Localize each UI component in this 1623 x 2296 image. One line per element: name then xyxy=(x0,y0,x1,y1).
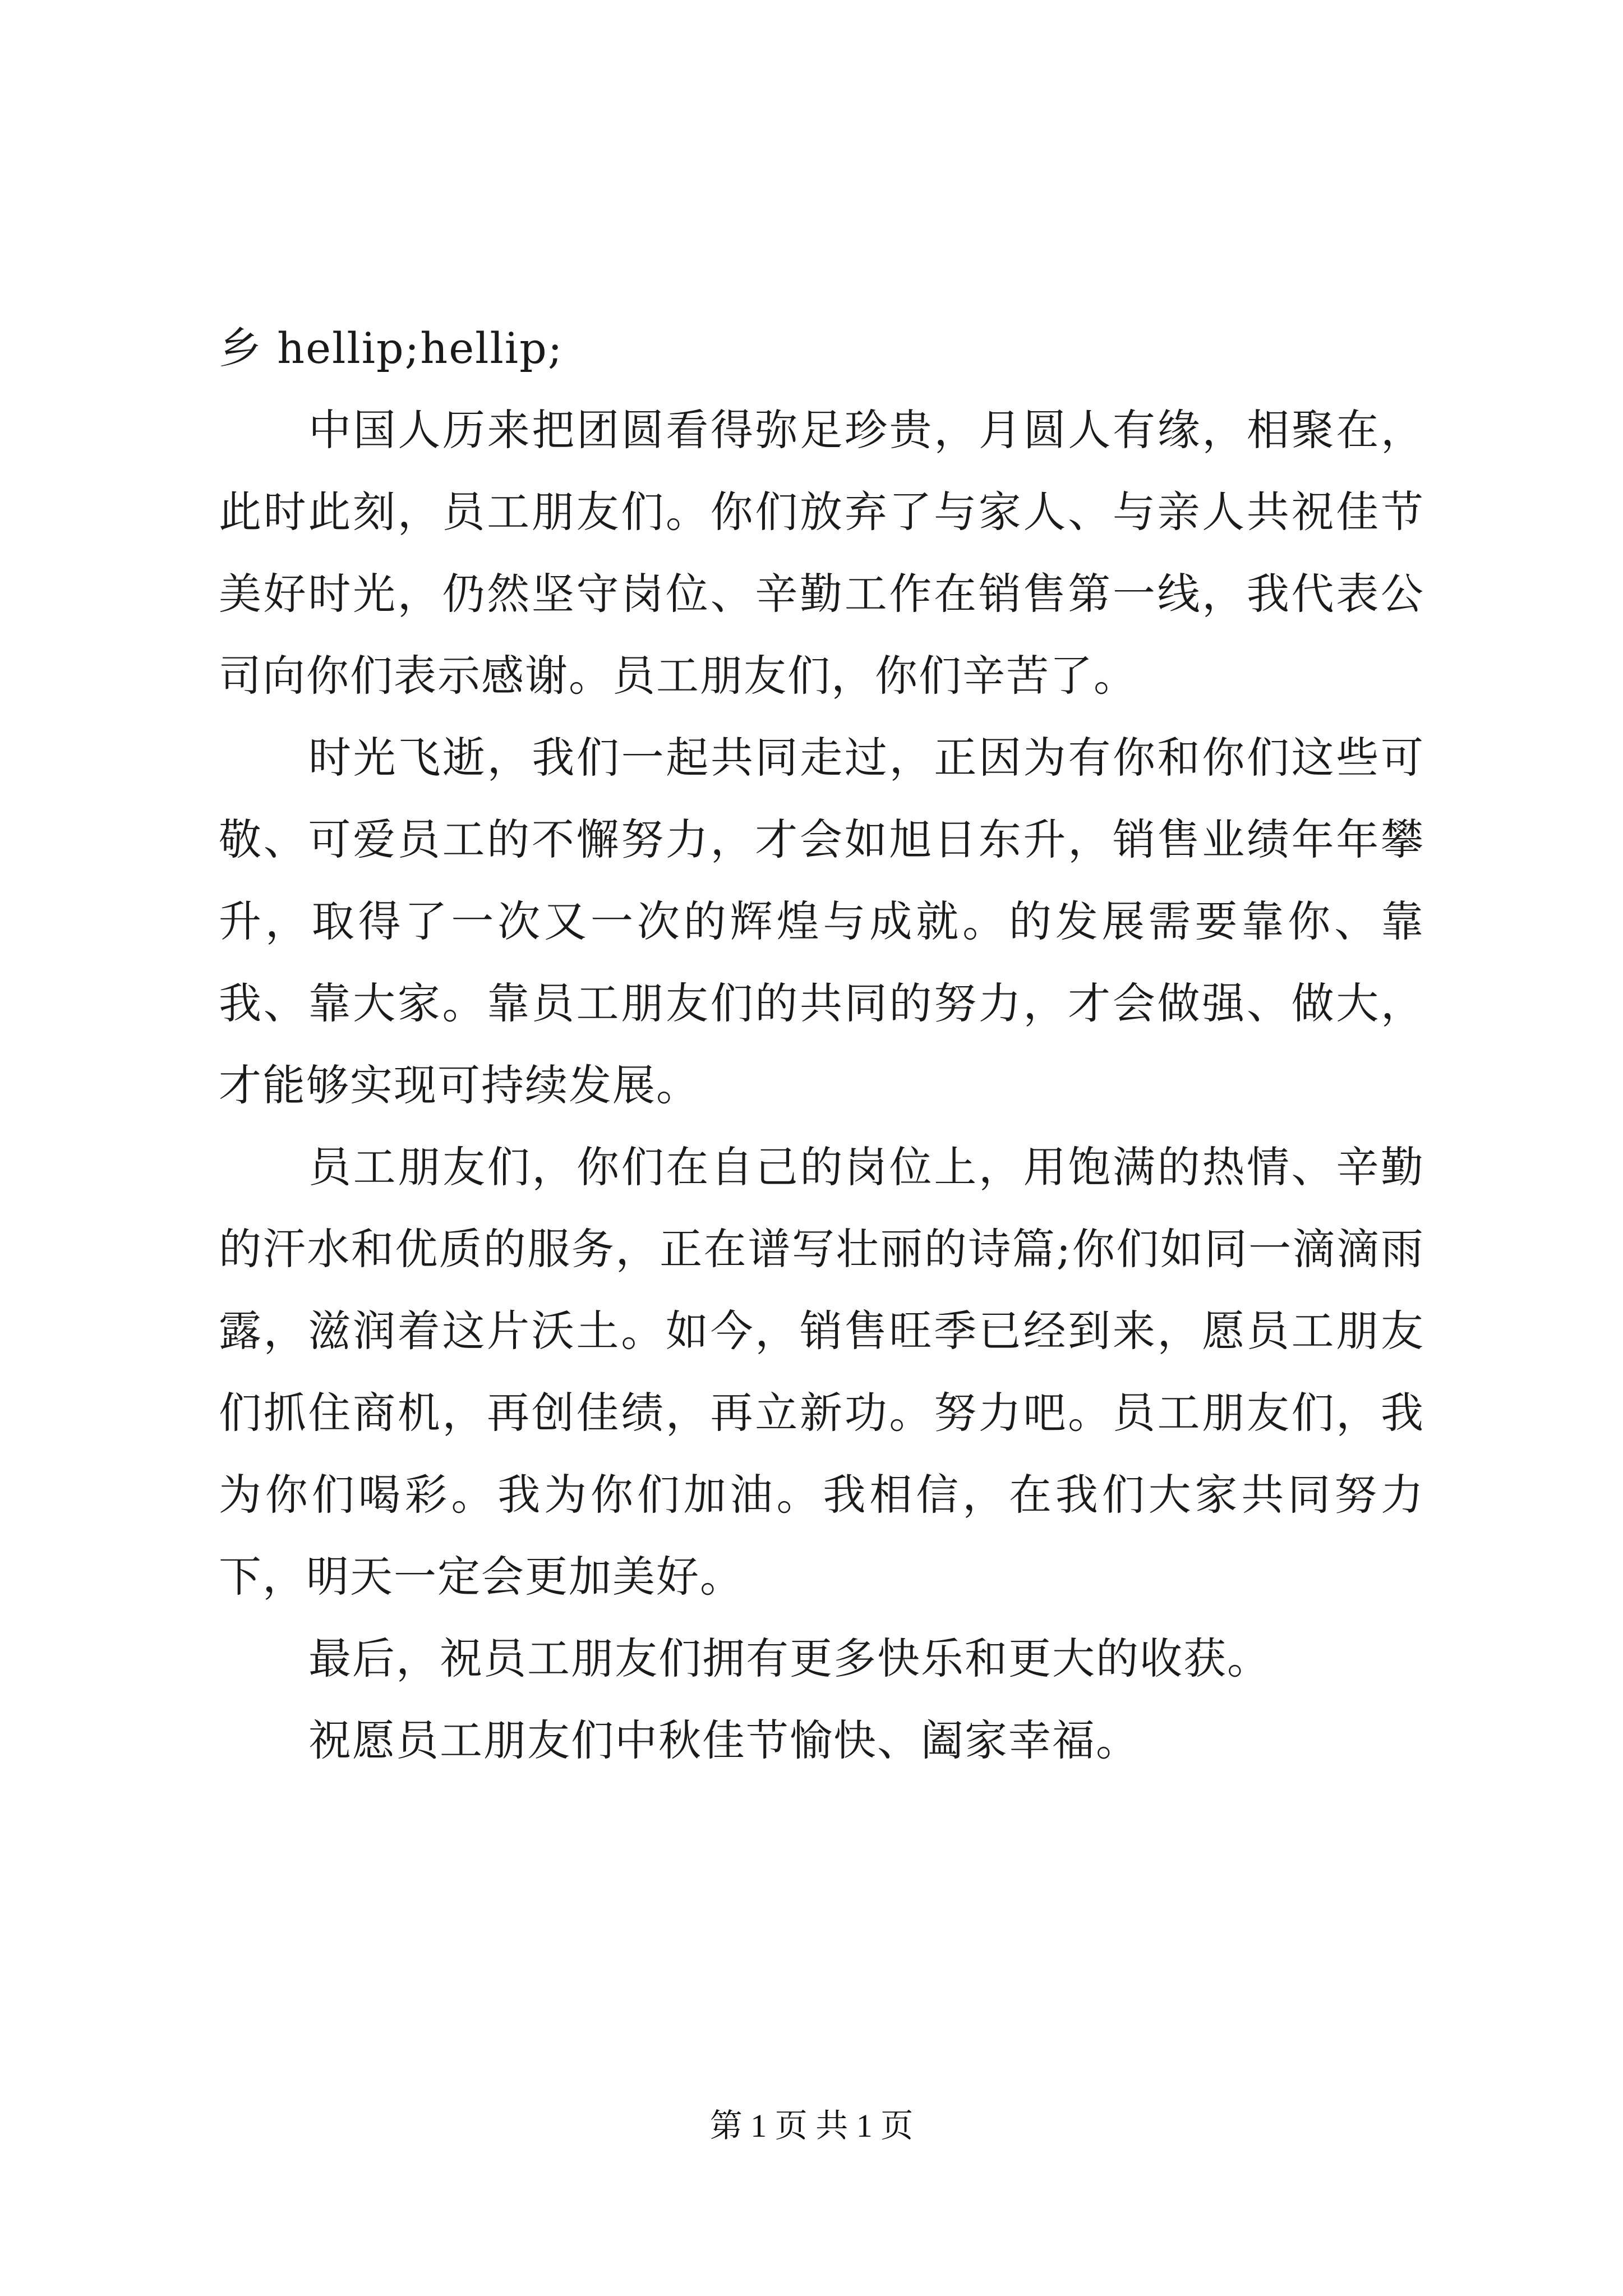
page-number-footer: 第 1 页 共 1 页 xyxy=(709,2108,914,2144)
paragraph-3: 时光飞逝，我们一起共同走过，正因为有你和你们这些可敬、可爱员工的不懈努力，才会如旭日东升，销售业绩年年攀升，取得了一次又一次的辉煌与成就。的发展需要靠你、靠我、靠大家。靠员工朋友们的共同的努力，才会做强、做大，才能够实现可持续发展。 xyxy=(219,733,1424,1110)
paragraph-6: 祝愿员工朋友们中秋佳节愉快、阖家幸福。 xyxy=(308,1715,1140,1765)
paragraph-2: 中国人历来把团圆看得弥足珍贵，月圆人有缘，相聚在，此时此刻，员工朋友们。你们放弃了与家人、与亲人共祝佳节美好时光，仍然坚守岗位、辛勤工作在销售第一线，我代表公司向你们表示感谢。员工朋友们，你们辛苦了。 xyxy=(219,405,1424,701)
document-body xyxy=(219,307,1424,1782)
paragraph-5: 最后，祝员工朋友们拥有更多快乐和更大的收获。 xyxy=(308,1634,1271,1683)
paragraph-1: 乡 hellip;hellip; xyxy=(219,323,564,373)
paragraph-4: 员工朋友们，你们在自己的岗位上，用饱满的热情、辛勤的汗水和优质的服务，正在谱写壮丽的诗篇;你们如同一滴滴雨露，滋润着这片沃土。如今，销售旺季已经到来，愿员工朋友们抓住商机，再创佳绩，再立新功。努力吧。员工朋友们，我为你们喝彩。我为你们加油。我相信，在我们大家共同努力下，明天一定会更加美好。 xyxy=(219,1142,1424,1602)
